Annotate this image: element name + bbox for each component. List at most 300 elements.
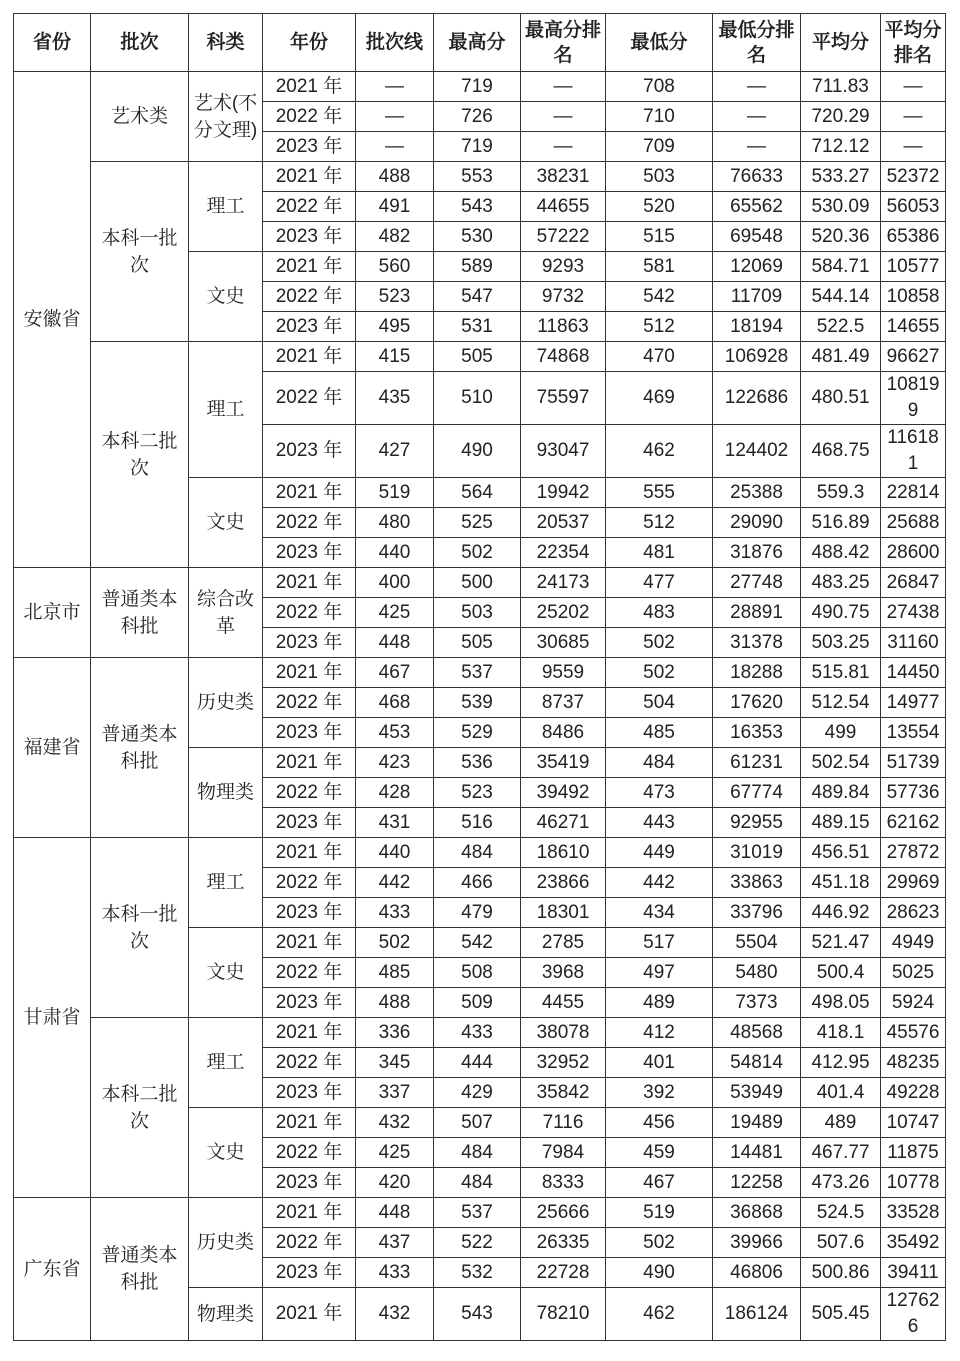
avg-score-rank-cell: 5924 (881, 988, 946, 1018)
min-score-cell: 512 (606, 312, 713, 342)
province-cell: 福建省 (14, 658, 91, 838)
batch-line-cell: 482 (356, 222, 434, 252)
year-cell: 2023 年 (263, 312, 356, 342)
batch-line-cell: 491 (356, 192, 434, 222)
max-score-rank-cell: 75597 (521, 372, 606, 425)
header-max-score-rank: 最高分排名 (521, 14, 606, 72)
avg-score-cell: 490.75 (801, 598, 881, 628)
avg-score-rank-cell: 49228 (881, 1078, 946, 1108)
category-cell: 理工 (189, 342, 263, 478)
max-score-cell: 531 (434, 312, 521, 342)
max-score-cell: 523 (434, 778, 521, 808)
avg-score-rank-cell: 39411 (881, 1258, 946, 1288)
avg-score-rank-cell: 33528 (881, 1198, 946, 1228)
max-score-cell: 484 (434, 838, 521, 868)
max-score-cell: 564 (434, 478, 521, 508)
min-score-cell: 473 (606, 778, 713, 808)
avg-score-rank-cell: 62162 (881, 808, 946, 838)
province-cell: 甘肃省 (14, 838, 91, 1198)
max-score-rank-cell: 7116 (521, 1108, 606, 1138)
year-cell: 2022 年 (263, 958, 356, 988)
min-score-rank-cell: 76633 (713, 162, 801, 192)
min-score-cell: 443 (606, 808, 713, 838)
year-cell: 2023 年 (263, 1258, 356, 1288)
batch-line-cell: 488 (356, 988, 434, 1018)
avg-score-rank-cell: — (881, 72, 946, 102)
province-cell: 北京市 (14, 568, 91, 658)
header-batch-line: 批次线 (356, 14, 434, 72)
year-cell: 2021 年 (263, 1018, 356, 1048)
batch-line-cell: — (356, 102, 434, 132)
batch-line-cell: — (356, 72, 434, 102)
batch-cell: 本科一批次 (91, 162, 189, 342)
avg-score-rank-cell: 31160 (881, 628, 946, 658)
max-score-cell: 529 (434, 718, 521, 748)
avg-score-cell: 489.84 (801, 778, 881, 808)
min-score-rank-cell: 36868 (713, 1198, 801, 1228)
avg-score-rank-cell: 48235 (881, 1048, 946, 1078)
max-score-cell: 589 (434, 252, 521, 282)
avg-score-cell: 502.54 (801, 748, 881, 778)
max-score-rank-cell: 38078 (521, 1018, 606, 1048)
max-score-rank-cell: 8333 (521, 1168, 606, 1198)
year-cell: 2021 年 (263, 748, 356, 778)
batch-line-cell: 437 (356, 1228, 434, 1258)
min-score-cell: 484 (606, 748, 713, 778)
max-score-cell: 547 (434, 282, 521, 312)
avg-score-rank-cell: 28623 (881, 898, 946, 928)
batch-cell: 艺术类 (91, 72, 189, 162)
min-score-cell: 481 (606, 538, 713, 568)
max-score-cell: 510 (434, 372, 521, 425)
min-score-cell: 502 (606, 658, 713, 688)
min-score-cell: 485 (606, 718, 713, 748)
avg-score-rank-cell: 65386 (881, 222, 946, 252)
min-score-cell: 517 (606, 928, 713, 958)
year-cell: 2021 年 (263, 838, 356, 868)
batch-line-cell: 440 (356, 538, 434, 568)
avg-score-cell: 559.3 (801, 478, 881, 508)
avg-score-cell: 521.47 (801, 928, 881, 958)
avg-score-cell: 499 (801, 718, 881, 748)
avg-score-cell: 503.25 (801, 628, 881, 658)
max-score-rank-cell: 9293 (521, 252, 606, 282)
min-score-rank-cell: 17620 (713, 688, 801, 718)
max-score-rank-cell: 20537 (521, 508, 606, 538)
year-cell: 2023 年 (263, 425, 356, 478)
year-cell: 2021 年 (263, 1288, 356, 1341)
batch-line-cell: 442 (356, 868, 434, 898)
year-cell: 2021 年 (263, 1108, 356, 1138)
min-score-rank-cell: — (713, 102, 801, 132)
max-score-rank-cell: 8737 (521, 688, 606, 718)
avg-score-cell: 522.5 (801, 312, 881, 342)
avg-score-rank-cell: 10858 (881, 282, 946, 312)
year-cell: 2023 年 (263, 898, 356, 928)
min-score-rank-cell: 31019 (713, 838, 801, 868)
min-score-rank-cell: 5480 (713, 958, 801, 988)
avg-score-rank-cell: 45576 (881, 1018, 946, 1048)
avg-score-rank-cell: 22814 (881, 478, 946, 508)
max-score-rank-cell: 18610 (521, 838, 606, 868)
avg-score-rank-cell: 27872 (881, 838, 946, 868)
batch-line-cell: 502 (356, 928, 434, 958)
year-cell: 2023 年 (263, 988, 356, 1018)
batch-line-cell: 425 (356, 1138, 434, 1168)
avg-score-cell: 446.92 (801, 898, 881, 928)
avg-score-cell: 516.89 (801, 508, 881, 538)
year-cell: 2022 年 (263, 688, 356, 718)
category-cell: 物理类 (189, 748, 263, 838)
max-score-rank-cell: 57222 (521, 222, 606, 252)
max-score-cell: 543 (434, 192, 521, 222)
batch-line-cell: 427 (356, 425, 434, 478)
min-score-cell: 467 (606, 1168, 713, 1198)
avg-score-cell: 498.05 (801, 988, 881, 1018)
min-score-rank-cell: 61231 (713, 748, 801, 778)
min-score-cell: 497 (606, 958, 713, 988)
max-score-cell: 719 (434, 72, 521, 102)
max-score-cell: 503 (434, 598, 521, 628)
batch-line-cell: 345 (356, 1048, 434, 1078)
max-score-cell: 484 (434, 1168, 521, 1198)
category-cell: 历史类 (189, 658, 263, 748)
min-score-rank-cell: 14481 (713, 1138, 801, 1168)
min-score-cell: 462 (606, 1288, 713, 1341)
min-score-rank-cell: 18194 (713, 312, 801, 342)
batch-cell: 普通类本科批 (91, 568, 189, 658)
avg-score-rank-cell: 96627 (881, 342, 946, 372)
batch-line-cell: 431 (356, 808, 434, 838)
min-score-rank-cell: 25388 (713, 478, 801, 508)
min-score-cell: 708 (606, 72, 713, 102)
max-score-rank-cell: 11863 (521, 312, 606, 342)
avg-score-rank-cell: 127626 (881, 1288, 946, 1341)
category-cell: 历史类 (189, 1198, 263, 1288)
batch-cell: 普通类本科批 (91, 1198, 189, 1341)
max-score-rank-cell: 74868 (521, 342, 606, 372)
avg-score-cell: 505.45 (801, 1288, 881, 1341)
batch-cell: 本科二批次 (91, 342, 189, 568)
year-cell: 2023 年 (263, 222, 356, 252)
avg-score-rank-cell: — (881, 132, 946, 162)
max-score-rank-cell: 46271 (521, 808, 606, 838)
year-cell: 2021 年 (263, 658, 356, 688)
avg-score-cell: 500.86 (801, 1258, 881, 1288)
max-score-cell: 444 (434, 1048, 521, 1078)
max-score-cell: 726 (434, 102, 521, 132)
batch-line-cell: 336 (356, 1018, 434, 1048)
max-score-rank-cell: 38231 (521, 162, 606, 192)
max-score-rank-cell: 22728 (521, 1258, 606, 1288)
admission-scores-table (13, 13, 946, 1341)
header-batch: 批次 (91, 14, 189, 72)
max-score-rank-cell: 25202 (521, 598, 606, 628)
avg-score-cell: 412.95 (801, 1048, 881, 1078)
batch-line-cell: 560 (356, 252, 434, 282)
category-cell: 文史 (189, 478, 263, 568)
avg-score-rank-cell: 52372 (881, 162, 946, 192)
max-score-cell: 508 (434, 958, 521, 988)
max-score-rank-cell: 2785 (521, 928, 606, 958)
avg-score-rank-cell: 4949 (881, 928, 946, 958)
table-body (14, 72, 946, 1341)
year-cell: 2023 年 (263, 628, 356, 658)
year-cell: 2023 年 (263, 718, 356, 748)
min-score-cell: 490 (606, 1258, 713, 1288)
min-score-cell: 392 (606, 1078, 713, 1108)
min-score-cell: 449 (606, 838, 713, 868)
header-year: 年份 (263, 14, 356, 72)
min-score-rank-cell: 7373 (713, 988, 801, 1018)
max-score-rank-cell: 35842 (521, 1078, 606, 1108)
header-avg-score-rank: 平均分排名 (881, 14, 946, 72)
category-cell: 理工 (189, 1018, 263, 1108)
year-cell: 2023 年 (263, 1168, 356, 1198)
max-score-cell: 537 (434, 658, 521, 688)
max-score-cell: 516 (434, 808, 521, 838)
min-score-rank-cell: 31876 (713, 538, 801, 568)
avg-score-rank-cell: 108199 (881, 372, 946, 425)
min-score-rank-cell: 53949 (713, 1078, 801, 1108)
min-score-rank-cell: 92955 (713, 808, 801, 838)
min-score-rank-cell: 12069 (713, 252, 801, 282)
table-row (14, 838, 946, 868)
batch-line-cell: 467 (356, 658, 434, 688)
avg-score-cell: 489.15 (801, 808, 881, 838)
header-min-score: 最低分 (606, 14, 713, 72)
avg-score-rank-cell: 13554 (881, 718, 946, 748)
min-score-cell: 542 (606, 282, 713, 312)
max-score-rank-cell: 44655 (521, 192, 606, 222)
max-score-cell: 479 (434, 898, 521, 928)
category-cell: 文史 (189, 928, 263, 1018)
batch-line-cell: 433 (356, 898, 434, 928)
avg-score-cell: 473.26 (801, 1168, 881, 1198)
avg-score-cell: 456.51 (801, 838, 881, 868)
batch-line-cell: 488 (356, 162, 434, 192)
batch-line-cell: 519 (356, 478, 434, 508)
min-score-cell: 456 (606, 1108, 713, 1138)
table-row (14, 1198, 946, 1228)
avg-score-cell: 711.83 (801, 72, 881, 102)
avg-score-rank-cell: 29969 (881, 868, 946, 898)
min-score-rank-cell: 19489 (713, 1108, 801, 1138)
avg-score-cell: 500.4 (801, 958, 881, 988)
min-score-cell: 515 (606, 222, 713, 252)
table-row (14, 162, 946, 192)
header-max-score: 最高分 (434, 14, 521, 72)
max-score-rank-cell: 7984 (521, 1138, 606, 1168)
avg-score-cell: 515.81 (801, 658, 881, 688)
year-cell: 2022 年 (263, 868, 356, 898)
max-score-rank-cell: 25666 (521, 1198, 606, 1228)
min-score-rank-cell: 67774 (713, 778, 801, 808)
max-score-cell: 484 (434, 1138, 521, 1168)
batch-line-cell: 448 (356, 628, 434, 658)
min-score-rank-cell: 27748 (713, 568, 801, 598)
table-row (14, 658, 946, 688)
min-score-cell: 462 (606, 425, 713, 478)
header-min-score-rank: 最低分排名 (713, 14, 801, 72)
year-cell: 2021 年 (263, 252, 356, 282)
batch-line-cell: 415 (356, 342, 434, 372)
min-score-cell: 477 (606, 568, 713, 598)
avg-score-rank-cell: 26847 (881, 568, 946, 598)
avg-score-rank-cell: 35492 (881, 1228, 946, 1258)
min-score-cell: 503 (606, 162, 713, 192)
max-score-rank-cell: 32952 (521, 1048, 606, 1078)
avg-score-cell: 712.12 (801, 132, 881, 162)
batch-line-cell: 440 (356, 838, 434, 868)
batch-line-cell: 448 (356, 1198, 434, 1228)
min-score-cell: 581 (606, 252, 713, 282)
max-score-cell: 490 (434, 425, 521, 478)
batch-line-cell: 433 (356, 1258, 434, 1288)
min-score-rank-cell: 33863 (713, 868, 801, 898)
min-score-cell: 469 (606, 372, 713, 425)
province-cell: 广东省 (14, 1198, 91, 1341)
avg-score-rank-cell: 25688 (881, 508, 946, 538)
year-cell: 2022 年 (263, 282, 356, 312)
max-score-rank-cell: 4455 (521, 988, 606, 1018)
max-score-cell: 543 (434, 1288, 521, 1341)
avg-score-rank-cell: 10778 (881, 1168, 946, 1198)
max-score-cell: 537 (434, 1198, 521, 1228)
avg-score-rank-cell: 14977 (881, 688, 946, 718)
min-score-rank-cell: 122686 (713, 372, 801, 425)
min-score-rank-cell: 69548 (713, 222, 801, 252)
min-score-rank-cell: 54814 (713, 1048, 801, 1078)
year-cell: 2021 年 (263, 342, 356, 372)
min-score-cell: 502 (606, 1228, 713, 1258)
min-score-cell: 520 (606, 192, 713, 222)
max-score-rank-cell: 19942 (521, 478, 606, 508)
avg-score-rank-cell: 56053 (881, 192, 946, 222)
max-score-cell: 507 (434, 1108, 521, 1138)
batch-line-cell: 523 (356, 282, 434, 312)
max-score-rank-cell: 3968 (521, 958, 606, 988)
batch-line-cell: 453 (356, 718, 434, 748)
category-cell: 理工 (189, 838, 263, 928)
avg-score-rank-cell: 14450 (881, 658, 946, 688)
avg-score-cell: 530.09 (801, 192, 881, 222)
avg-score-cell: 488.42 (801, 538, 881, 568)
avg-score-rank-cell: 116181 (881, 425, 946, 478)
min-score-rank-cell: 48568 (713, 1018, 801, 1048)
min-score-cell: 442 (606, 868, 713, 898)
max-score-cell: 500 (434, 568, 521, 598)
max-score-cell: 525 (434, 508, 521, 538)
batch-line-cell: 495 (356, 312, 434, 342)
min-score-rank-cell: 31378 (713, 628, 801, 658)
avg-score-rank-cell: 11875 (881, 1138, 946, 1168)
year-cell: 2022 年 (263, 1048, 356, 1078)
year-cell: 2022 年 (263, 192, 356, 222)
year-cell: 2022 年 (263, 508, 356, 538)
year-cell: 2021 年 (263, 72, 356, 102)
avg-score-cell: 489 (801, 1108, 881, 1138)
avg-score-cell: 481.49 (801, 342, 881, 372)
max-score-cell: 530 (434, 222, 521, 252)
category-cell: 综合改革 (189, 568, 263, 658)
min-score-rank-cell: — (713, 72, 801, 102)
max-score-cell: 433 (434, 1018, 521, 1048)
max-score-rank-cell: 30685 (521, 628, 606, 658)
batch-line-cell: 428 (356, 778, 434, 808)
avg-score-rank-cell: 28600 (881, 538, 946, 568)
year-cell: 2021 年 (263, 1198, 356, 1228)
year-cell: 2022 年 (263, 1228, 356, 1258)
year-cell: 2022 年 (263, 598, 356, 628)
avg-score-cell: 468.75 (801, 425, 881, 478)
min-score-rank-cell: 11709 (713, 282, 801, 312)
min-score-rank-cell: 28891 (713, 598, 801, 628)
avg-score-cell: 524.5 (801, 1198, 881, 1228)
max-score-cell: 532 (434, 1258, 521, 1288)
province-cell: 安徽省 (14, 72, 91, 568)
min-score-rank-cell: 106928 (713, 342, 801, 372)
min-score-cell: 483 (606, 598, 713, 628)
header-row (14, 14, 946, 72)
max-score-rank-cell: 23866 (521, 868, 606, 898)
year-cell: 2021 年 (263, 928, 356, 958)
max-score-rank-cell: — (521, 72, 606, 102)
batch-cell: 普通类本科批 (91, 658, 189, 838)
min-score-cell: 470 (606, 342, 713, 372)
min-score-cell: 519 (606, 1198, 713, 1228)
min-score-cell: 412 (606, 1018, 713, 1048)
header-avg-score: 平均分 (801, 14, 881, 72)
max-score-rank-cell: — (521, 132, 606, 162)
max-score-cell: 522 (434, 1228, 521, 1258)
avg-score-rank-cell: 5025 (881, 958, 946, 988)
avg-score-cell: 480.51 (801, 372, 881, 425)
batch-cell: 本科一批次 (91, 838, 189, 1018)
min-score-cell: 709 (606, 132, 713, 162)
header-category: 科类 (189, 14, 263, 72)
max-score-rank-cell: 24173 (521, 568, 606, 598)
year-cell: 2021 年 (263, 162, 356, 192)
max-score-cell: 505 (434, 342, 521, 372)
min-score-rank-cell: 65562 (713, 192, 801, 222)
category-cell: 物理类 (189, 1288, 263, 1341)
max-score-rank-cell: 9732 (521, 282, 606, 312)
max-score-rank-cell: — (521, 102, 606, 132)
year-cell: 2022 年 (263, 372, 356, 425)
category-cell: 文史 (189, 252, 263, 342)
year-cell: 2023 年 (263, 132, 356, 162)
avg-score-cell: 584.71 (801, 252, 881, 282)
max-score-cell: 536 (434, 748, 521, 778)
min-score-rank-cell: 16353 (713, 718, 801, 748)
avg-score-cell: 401.4 (801, 1078, 881, 1108)
avg-score-cell: 418.1 (801, 1018, 881, 1048)
max-score-rank-cell: 35419 (521, 748, 606, 778)
max-score-cell: 502 (434, 538, 521, 568)
avg-score-cell: 533.27 (801, 162, 881, 192)
max-score-rank-cell: 26335 (521, 1228, 606, 1258)
max-score-rank-cell: 78210 (521, 1288, 606, 1341)
min-score-cell: 710 (606, 102, 713, 132)
year-cell: 2021 年 (263, 478, 356, 508)
min-score-rank-cell: — (713, 132, 801, 162)
category-cell: 理工 (189, 162, 263, 252)
batch-line-cell: 425 (356, 598, 434, 628)
min-score-cell: 555 (606, 478, 713, 508)
batch-line-cell: 400 (356, 568, 434, 598)
avg-score-cell: 512.54 (801, 688, 881, 718)
